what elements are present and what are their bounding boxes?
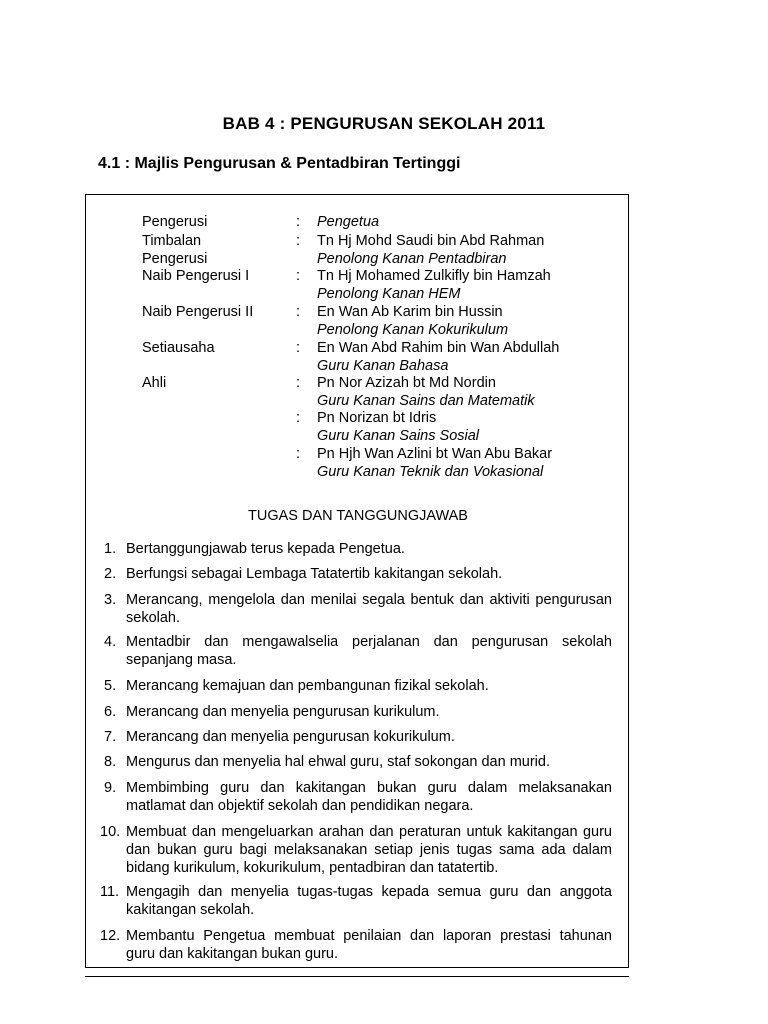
committee-name: Tn Hj Mohd Saudi bin Abd Rahman <box>317 233 545 249</box>
committee-title: Penolong Kanan HEM <box>317 286 461 302</box>
committee-title: Guru Kanan Sains Sosial <box>317 428 480 444</box>
duty-text: Merancang dan menyelia pengurusan kurikulum. <box>126 704 440 720</box>
duty-text: Mengurus dan menyelia hal ehwal guru, staf sokongan dan murid. <box>126 754 550 770</box>
committee-title: Guru Kanan Bahasa <box>317 358 449 374</box>
committee-colon: : <box>296 214 301 230</box>
duty-number: 11. <box>100 884 120 900</box>
duty-text: Berfungsi sebagai Lembaga Tatatertib kakitangan sekolah. <box>126 566 503 582</box>
committee-name: Pn Nor Azizah bt Md Nordin <box>317 375 496 391</box>
duty-item <box>104 633 612 669</box>
committee-colon: : <box>296 340 301 356</box>
committee-name: Tn Hj Mohamed Zulkifly bin Hamzah <box>317 268 551 284</box>
duty-number: 12. <box>100 928 121 944</box>
committee-role: Pengerusi <box>142 214 208 230</box>
duty-number: 6. <box>104 704 117 720</box>
duty-text: Merancang dan menyelia pengurusan kokurikulum. <box>126 729 455 745</box>
duty-item <box>100 883 612 919</box>
committee-colon: : <box>296 304 301 320</box>
duty-item <box>104 677 612 695</box>
committee-colon: : <box>296 233 301 249</box>
duties-heading: TUGAS DAN TANGGUNGJAWAB <box>248 508 468 524</box>
committee-name: Pn Norizan bt Idris <box>317 410 437 426</box>
committee-colon: : <box>296 268 301 284</box>
duty-text: Membimbing guru dan kakitangan bukan guru dalam melaksanakan matlamat dan objektif sekolah dan pendidikan negara. <box>126 780 612 814</box>
duty-item <box>104 779 612 815</box>
duty-number: 5. <box>104 678 117 694</box>
duty-item <box>104 540 612 558</box>
duty-item <box>104 565 612 583</box>
section-title: 4.1 : Majlis Pengurusan & Pentadbiran Tertinggi <box>98 155 461 172</box>
committee-role: Setiausaha <box>142 340 215 356</box>
duty-text: Mentadbir dan mengawalselia perjalanan dan pengurusan sekolah sepanjang masa. <box>126 634 612 668</box>
duty-number: 9. <box>104 780 117 796</box>
duty-number: 1. <box>104 541 117 557</box>
duty-number: 4. <box>104 634 117 650</box>
page-title: BAB 4 : PENGURUSAN SEKOLAH 2011 <box>222 114 546 133</box>
duty-item <box>100 927 612 963</box>
duty-item <box>104 591 612 627</box>
duty-item <box>104 753 612 771</box>
committee-title: Penolong Kanan Kokurikulum <box>317 322 509 338</box>
committee-role: Naib Pengerusi I <box>142 268 250 284</box>
committee-role: Naib Pengerusi II <box>142 304 254 320</box>
committee-colon: : <box>296 446 301 462</box>
duty-text: Membantu Pengetua membuat penilaian dan laporan prestasi tahunan guru dan kakitangan bukan guru. <box>126 928 612 962</box>
duty-number: 10. <box>100 824 121 840</box>
content-frame <box>85 194 629 968</box>
duty-number: 7. <box>104 729 117 745</box>
bottom-rule <box>85 976 629 977</box>
committee-role: Timbalan Pengerusi <box>142 233 208 267</box>
committee-name: Pn Hjh Wan Azlini bt Wan Abu Bakar <box>317 446 553 462</box>
duty-text: Mengagih dan menyelia tugas-tugas kepada semua guru dan anggota kakitangan sekolah. <box>126 884 612 918</box>
committee-title: Penolong Kanan Pentadbiran <box>317 251 507 267</box>
duty-number: 3. <box>104 592 117 608</box>
committee-title: Guru Kanan Sains dan Matematik <box>317 393 535 409</box>
duty-item <box>104 728 612 746</box>
duty-item <box>100 823 612 877</box>
committee-colon: : <box>296 375 301 391</box>
committee-role: Ahli <box>142 375 167 391</box>
duty-text: Bertanggungjawab terus kepada Pengetua. <box>126 541 405 557</box>
committee-name: En Wan Abd Rahim bin Wan Abdullah <box>317 340 560 356</box>
committee-name: Pengetua <box>317 214 380 230</box>
duty-number: 2. <box>104 566 117 582</box>
duty-number: 8. <box>104 754 117 770</box>
duty-text: Membuat dan mengeluarkan arahan dan peraturan untuk kakitangan guru dan bukan guru bagi melaksanakan setiap jenis tugas sama ada dalam bidang kurikulum, kokurikulum, pentadbiran dan tatatertib. <box>126 824 612 876</box>
duty-item <box>104 703 612 721</box>
duty-text: Merancang kemajuan dan pembangunan fizikal sekolah. <box>126 678 489 694</box>
committee-title: Guru Kanan Teknik dan Vokasional <box>317 464 544 480</box>
committee-name: En Wan Ab Karim bin Hussin <box>317 304 503 320</box>
duty-text: Merancang, mengelola dan menilai segala bentuk dan aktiviti pengurusan sekolah. <box>126 592 612 626</box>
committee-colon: : <box>296 410 301 426</box>
